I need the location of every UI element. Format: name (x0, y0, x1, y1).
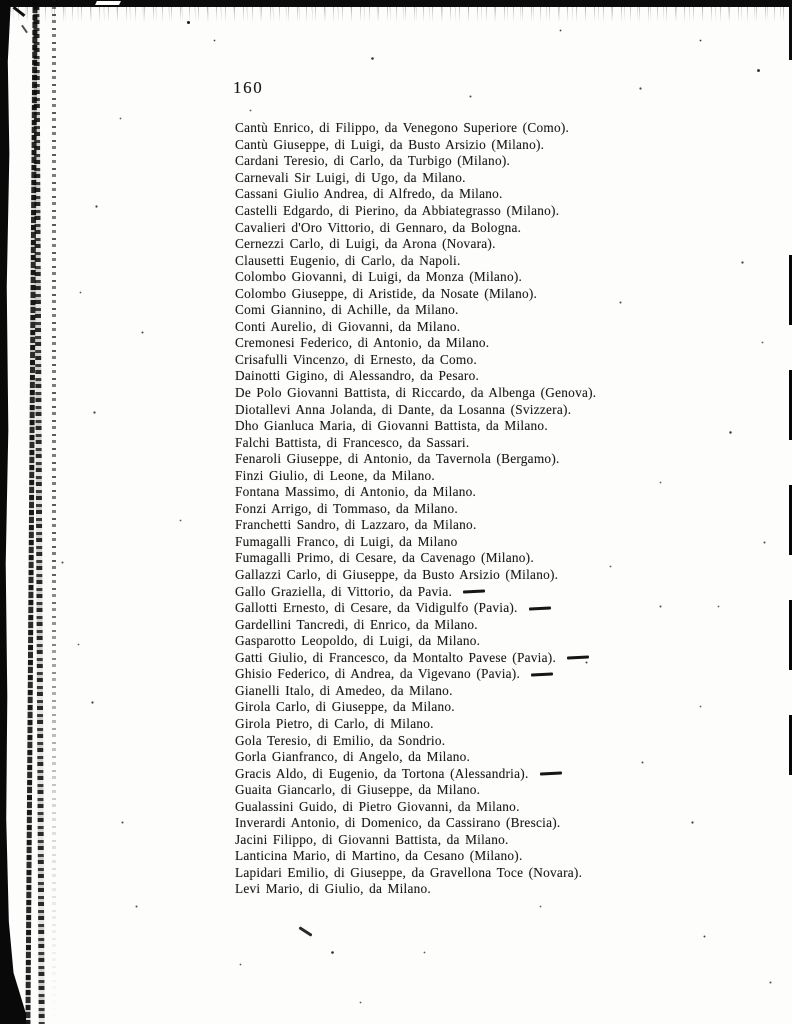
pencil-dash-mark (567, 656, 589, 660)
list-entry (235, 120, 705, 137)
list-entry-text: Girola Carlo, di Giuseppe, da Milano. (235, 699, 455, 715)
list-entry (235, 683, 705, 700)
list-entry-text: Cantù Enrico, di Filippo, da Venegono Superiore (Como). (235, 120, 570, 136)
scan-scratch (21, 25, 28, 34)
list-entry-text: Cantù Giuseppe, di Luigi, da Busto Arsizio (Milano). (235, 136, 545, 152)
list-entry-text: Lapidari Emilio, di Giuseppe, da Gravellona Toce (Novara). (235, 864, 583, 880)
list-entry-text: Fonzi Arrigo, di Tommaso, da Milano. (235, 500, 458, 516)
list-entry-text: Finzi Giulio, di Leone, da Milano. (235, 467, 435, 483)
list-entry-text: Colombo Giuseppe, di Aristide, da Nosate (Milano). (235, 285, 538, 301)
list-entry-text: Cernezzi Carlo, di Luigi, da Arona (Novara). (235, 236, 496, 252)
list-entry (235, 252, 705, 269)
list-entry (235, 219, 705, 236)
list-entry (235, 600, 705, 617)
list-entry (235, 385, 705, 402)
list-entry (235, 517, 705, 534)
pencil-dash-mark (463, 590, 485, 594)
list-entry (235, 616, 705, 633)
list-entry-text: Gola Teresio, di Emilio, da Sondrio. (235, 732, 446, 748)
list-entry-text: Cassani Giulio Andrea, di Alfredo, da Milano. (235, 186, 503, 202)
list-entry-text: Conti Aurelio, di Giovanni, da Milano. (235, 318, 461, 334)
list-entry-text: Colombo Giovanni, di Luigi, da Monza (Milano). (235, 269, 523, 285)
pencil-dash-mark (539, 772, 561, 776)
list-entry-text: Crisafulli Vincenzo, di Ernesto, da Como. (235, 351, 477, 367)
list-entry-text: Clausetti Eugenio, di Carlo, da Napoli. (235, 252, 461, 268)
list-entry-text: Gracis Aldo, di Eugenio, da Tortona (Alessandria). (235, 765, 529, 781)
list-entry-text: Gallo Graziella, di Vittorio, da Pavia. (235, 583, 453, 599)
list-entry (235, 881, 705, 898)
list-entry-text: Castelli Edgardo, di Pierino, da Abbiategrasso (Milano). (235, 203, 560, 218)
scan-band-notch (95, 1, 121, 5)
pencil-dash-mark (531, 672, 553, 676)
list-entry-text: De Polo Giovanni Battista, di Riccardo, da Albenga (Genova). (235, 385, 597, 401)
page-number: 160 (233, 78, 264, 97)
list-entry (235, 567, 705, 584)
list-entry (235, 418, 705, 435)
list-entry-text: Inverardi Antonio, di Domenico, da Cassirano (Brescia). (235, 815, 561, 831)
list-entry (235, 434, 705, 451)
list-entry-text: Cavalieri d'Oro Vittorio, di Gennaro, da Bologna. (235, 219, 522, 235)
scan-noise-specks (0, 0, 1, 1)
list-entry-text: Cremonesi Federico, di Antonio, da Milano. (235, 335, 490, 351)
list-entry (235, 236, 705, 253)
list-entry (235, 716, 705, 733)
list-entry (235, 650, 705, 667)
list-entry-text: Gatti Giulio, di Francesco, da Montalto Pavese (Pavia). (235, 649, 557, 665)
list-entry (235, 170, 705, 187)
list-entry-text: Gallazzi Carlo, di Giuseppe, da Busto Arsizio (Milano). (235, 567, 559, 583)
list-entry-text: Dainotti Gigino, di Alessandro, da Pesaro. (235, 368, 480, 384)
list-entry (235, 848, 705, 865)
list-entry (235, 633, 705, 650)
list-entry-text: Jacini Filippo, di Giovanni Battista, da Milano. (235, 831, 509, 847)
list-entry (235, 285, 705, 302)
list-entry-text: Fumagalli Franco, di Luigi, da Milano (235, 533, 458, 549)
list-entry-text: Guaita Giancarlo, di Giuseppe, da Milano. (235, 782, 481, 798)
list-entry-text: Falchi Battista, di Francesco, da Sassari. (235, 434, 470, 450)
list-entry (235, 815, 705, 832)
list-entry (235, 501, 705, 518)
list-entry-text: Gardellini Tancredi, di Enrico, da Milano. (235, 616, 478, 632)
scan-band-noise (0, 7, 792, 23)
list-entry (235, 583, 705, 600)
pencil-dash-mark (529, 606, 551, 610)
list-entry (235, 368, 705, 385)
list-entry (235, 352, 705, 369)
list-entry-text: Diotallevi Anna Jolanda, di Dante, da Losanna (Svizzera). (235, 401, 572, 417)
list-entry (235, 401, 705, 418)
list-entry (235, 319, 705, 336)
list-entry (235, 335, 705, 352)
list-entry-text: Gallotti Ernesto, di Cesare, da Vidigulfo (Pavia). (235, 600, 518, 616)
list-entry-text: Ghisio Federico, di Andrea, da Vigevano (Pavia). (235, 666, 521, 682)
list-entry-text: Girola Pietro, di Carlo, di Milano. (235, 715, 434, 731)
page-edge-streak (33, 0, 44, 1024)
list-entry (235, 467, 705, 484)
list-entry-text: Franchetti Sandro, di Lazzaro, da Milano. (235, 517, 477, 533)
list-entry-text: Lanticina Mario, di Martino, da Cesano (Milano). (235, 848, 523, 864)
list-entry (235, 782, 705, 799)
name-list (235, 120, 705, 898)
list-entry (235, 203, 705, 220)
list-entry-text: Gorla Gianfranco, di Angelo, da Milano. (235, 749, 471, 765)
book-binding-shadow (0, 0, 26, 1024)
list-entry-text: Gasparotto Leopoldo, di Luigi, da Milano. (235, 633, 481, 649)
list-entry (235, 153, 705, 170)
list-entry (235, 765, 705, 782)
list-entry (235, 699, 705, 716)
list-entry-text: Gualassini Guido, di Pietro Giovanni, da Milano. (235, 798, 520, 814)
list-entry-text: Fenaroli Giuseppe, di Antonio, da Tavernola (Bergamo). (235, 451, 560, 467)
page-edge-streak (52, 0, 56, 1024)
list-entry (235, 186, 705, 203)
list-entry-text: Comi Giannino, di Achille, da Milano. (235, 302, 459, 318)
list-entry (235, 832, 705, 849)
list-entry (235, 484, 705, 501)
list-entry (235, 302, 705, 319)
list-entry (235, 550, 705, 567)
list-entry-text: Levi Mario, di Giulio, da Milano. (235, 881, 431, 897)
pencil-tick-mark (298, 926, 312, 937)
list-entry (235, 749, 705, 766)
list-entry (235, 451, 705, 468)
list-entry (235, 865, 705, 882)
list-entry-text: Gianelli Italo, di Amedeo, da Milano. (235, 682, 453, 698)
list-entry (235, 269, 705, 286)
list-entry (235, 137, 705, 154)
list-entry (235, 666, 705, 683)
list-entry-text: Fumagalli Primo, di Cesare, da Cavenago (Milano). (235, 550, 534, 566)
list-entry-text: Dho Gianluca Maria, di Giovanni Battista, da Milano. (235, 418, 548, 434)
list-entry (235, 534, 705, 551)
list-entry-text: Cardani Teresio, di Carlo, da Turbigo (Milano). (235, 153, 511, 169)
list-entry (235, 732, 705, 749)
list-entry-text: Carnevali Sir Luigi, di Ugo, da Milano. (235, 169, 466, 185)
list-entry (235, 798, 705, 815)
list-entry-text: Fontana Massimo, di Antonio, da Milano. (235, 484, 477, 500)
